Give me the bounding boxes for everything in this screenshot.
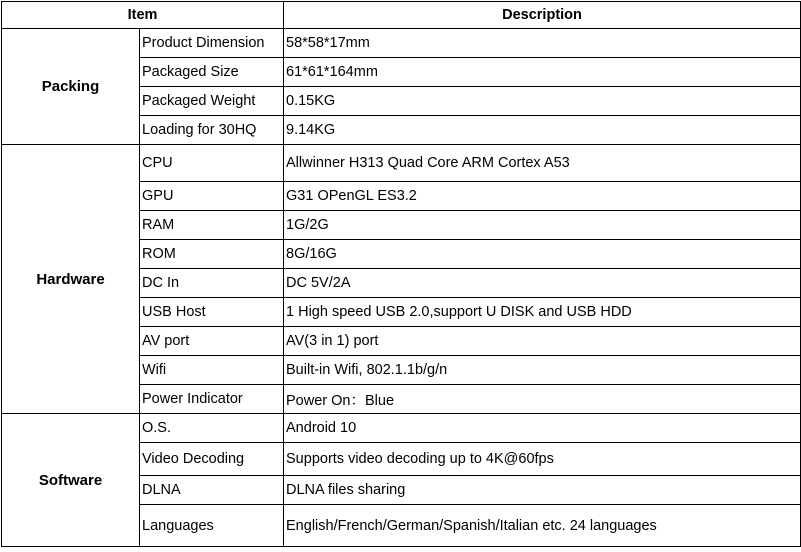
row-value: DC 5V/2A [284, 269, 801, 298]
row-label: RAM [140, 211, 284, 240]
row-value: 61*61*164mm [284, 58, 801, 87]
row-value: 1G/2G [284, 211, 801, 240]
header-description: Description [284, 2, 801, 29]
row-label: Packaged Weight [140, 87, 284, 116]
row-label: GPU [140, 182, 284, 211]
row-label: Video Decoding [140, 443, 284, 476]
table-row [2, 145, 801, 182]
row-label: DLNA [140, 476, 284, 505]
header-row [2, 2, 801, 29]
row-label: DC In [140, 269, 284, 298]
group-hardware: Hardware [2, 145, 140, 414]
row-label: CPU [140, 145, 284, 182]
row-label: AV port [140, 327, 284, 356]
row-value: 58*58*17mm [284, 29, 801, 58]
row-label: Power Indicator [140, 385, 284, 414]
row-value: 0.15KG [284, 87, 801, 116]
row-value: 1 High speed USB 2.0,support U DISK and USB HDD [284, 298, 801, 327]
row-label: Packaged Size [140, 58, 284, 87]
group-packing: Packing [2, 29, 140, 145]
row-value: 8G/16G [284, 240, 801, 269]
row-value: Allwinner H313 Quad Core ARM Cortex A53 [284, 145, 801, 182]
row-label: USB Host [140, 298, 284, 327]
row-value: AV(3 in 1) port [284, 327, 801, 356]
row-value: Android 10 [284, 414, 801, 443]
table-row [2, 29, 801, 58]
row-label: Product Dimension [140, 29, 284, 58]
group-software: Software [2, 414, 140, 547]
row-label: O.S. [140, 414, 284, 443]
row-value: Built-in Wifi, 802.1.1b/g/n [284, 356, 801, 385]
row-label: Loading for 30HQ [140, 116, 284, 145]
row-label: ROM [140, 240, 284, 269]
header-item: Item [2, 2, 284, 29]
row-value: Power On：Blue [284, 385, 801, 414]
row-label: Languages [140, 505, 284, 547]
row-value: 9.14KG [284, 116, 801, 145]
spec-table [1, 1, 801, 547]
row-value: DLNA files sharing [284, 476, 801, 505]
table-row [2, 414, 801, 443]
row-value: G31 OPenGL ES3.2 [284, 182, 801, 211]
row-value: Supports video decoding up to 4K@60fps [284, 443, 801, 476]
row-value: English/French/German/Spanish/Italian etc. 24 languages [284, 505, 801, 547]
row-label: Wifi [140, 356, 284, 385]
